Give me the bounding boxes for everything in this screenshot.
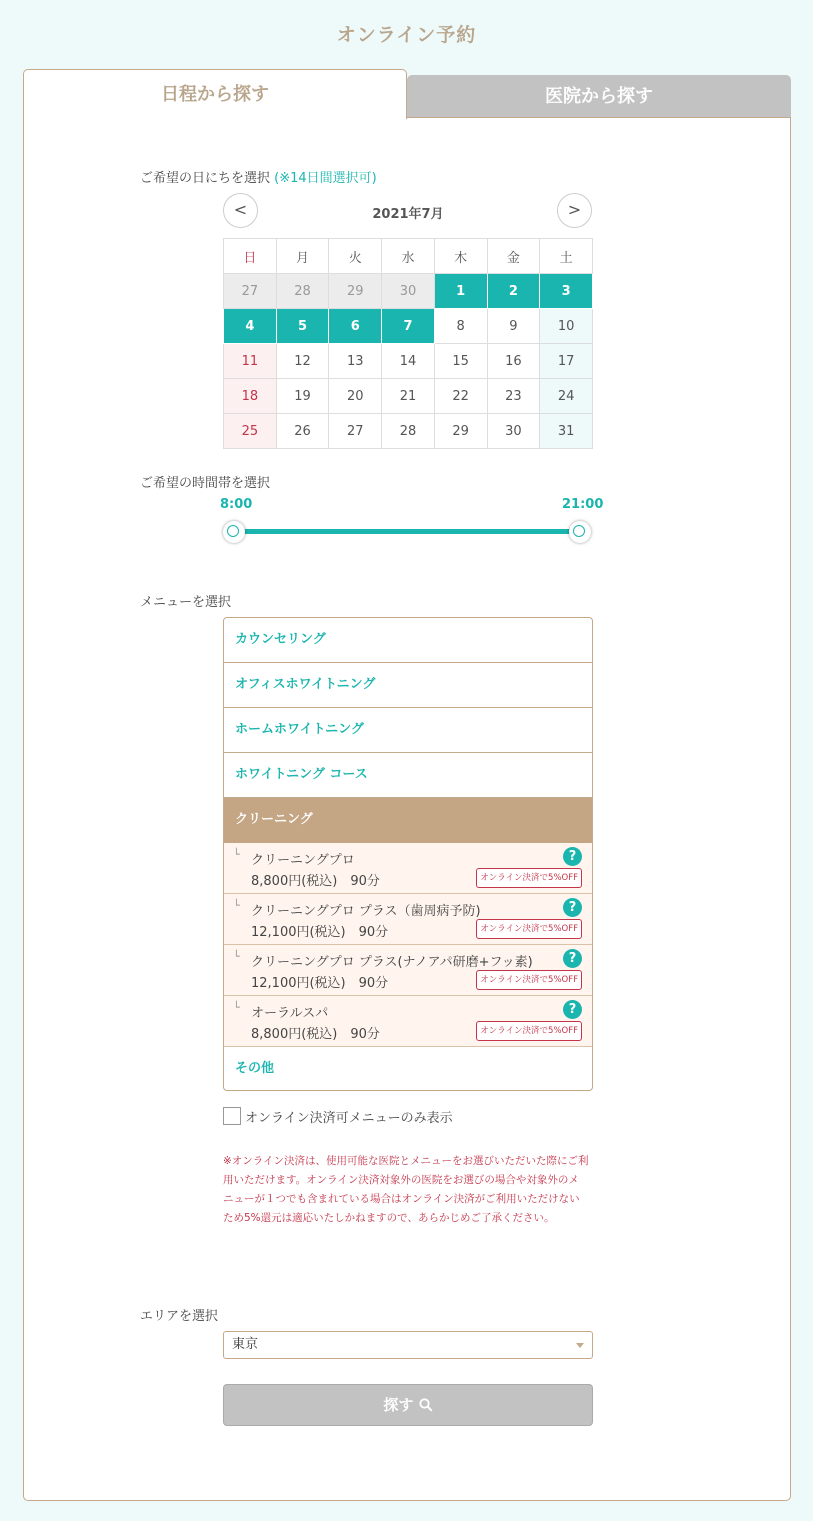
- calendar-day-disabled: 28: [276, 274, 329, 309]
- time-start-label: 8:00: [220, 497, 253, 512]
- chevron-down-icon: [576, 1343, 584, 1348]
- area-select-value: 東京: [232, 1337, 259, 1352]
- calendar-week: [224, 344, 593, 379]
- corner-icon: └: [233, 899, 240, 912]
- calendar-day[interactable]: 8: [434, 309, 487, 344]
- weekday-tue: 火: [329, 239, 382, 274]
- area-select[interactable]: [223, 1331, 593, 1359]
- discount-badge: オンライン決済で5%OFF: [476, 868, 582, 888]
- menu-subitem-price: 12,100円(税込) 90分: [251, 925, 389, 940]
- tab-by-clinic[interactable]: 医院から探す: [407, 75, 791, 118]
- calendar-day[interactable]: 16: [487, 344, 540, 379]
- corner-icon: └: [233, 1001, 240, 1014]
- weekday-mon: 月: [276, 239, 329, 274]
- calendar-day-disabled: 29: [329, 274, 382, 309]
- calendar-day-selected[interactable]: 1: [434, 274, 487, 309]
- chevron-right-icon: >: [567, 200, 582, 219]
- menu-subitem-name: クリーニングプロ プラス(ナノアパ研磨+フッ素): [251, 955, 533, 970]
- prev-month-button[interactable]: [223, 193, 258, 228]
- discount-badge: オンライン決済で5%OFF: [476, 919, 582, 939]
- weekday-fri: 金: [487, 239, 540, 274]
- next-month-button[interactable]: [557, 193, 592, 228]
- online-only-label[interactable]: オンライン決済可メニューのみ表示: [245, 1111, 453, 1126]
- calendar-day[interactable]: 31: [540, 414, 593, 449]
- date-label-text: ご希望の日にちを選択: [140, 171, 271, 186]
- menu-subitem[interactable]: [224, 843, 592, 894]
- date-section-label: [140, 167, 377, 186]
- help-icon[interactable]: ?: [563, 898, 582, 917]
- calendar-day[interactable]: 21: [382, 379, 435, 414]
- calendar-day[interactable]: 13: [329, 344, 382, 379]
- discount-badge: オンライン決済で5%OFF: [476, 970, 582, 990]
- calendar-day-selected[interactable]: 5: [276, 309, 329, 344]
- menu-item-other[interactable]: その他: [235, 1061, 275, 1076]
- time-end-label: 21:00: [562, 497, 604, 512]
- calendar-day[interactable]: 10: [540, 309, 593, 344]
- calendar-day[interactable]: 30: [487, 414, 540, 449]
- page-title: オンライン予約: [336, 24, 477, 46]
- calendar-day[interactable]: 26: [276, 414, 329, 449]
- menu-item-whitening-course[interactable]: ホワイトニング コース: [224, 753, 592, 798]
- menu-list: [223, 617, 593, 1091]
- discount-badge: オンライン決済で5%OFF: [476, 1021, 582, 1041]
- menu-subitem[interactable]: [224, 996, 592, 1047]
- calendar-day-selected[interactable]: 6: [329, 309, 382, 344]
- calendar-day-disabled: 27: [224, 274, 277, 309]
- weekday-sat: 土: [540, 239, 593, 274]
- calendar-day[interactable]: 29: [434, 414, 487, 449]
- calendar-day[interactable]: 20: [329, 379, 382, 414]
- corner-icon: └: [233, 950, 240, 963]
- calendar-day[interactable]: 18: [224, 379, 277, 414]
- help-icon[interactable]: ?: [563, 949, 582, 968]
- menu-item-counseling[interactable]: カウンセリング: [224, 618, 592, 663]
- weekday-sun: 日: [224, 239, 277, 274]
- online-payment-notice: ※オンライン決済は、使用可能な医院とメニューをお選びいただいた際にご利用いただけます。オンライン決済対象外の医院をお選びの場合や対象外のメニューが１つでも含まれている場合はオンライン決済がご利用いただけないため5%還元は適応いたしかねますので、あらかじめご了承ください。: [223, 1155, 589, 1224]
- calendar-day[interactable]: 11: [224, 344, 277, 379]
- calendar-week: [224, 414, 593, 449]
- help-icon[interactable]: ?: [563, 1000, 582, 1019]
- calendar-day[interactable]: 14: [382, 344, 435, 379]
- help-icon[interactable]: ?: [563, 847, 582, 866]
- calendar-week: [224, 309, 593, 344]
- menu-subitem-name: クリーニングプロ プラス（歯周病予防): [251, 904, 481, 919]
- calendar-weekday-row: [224, 239, 593, 274]
- calendar-day[interactable]: 12: [276, 344, 329, 379]
- search-button[interactable]: [223, 1384, 593, 1426]
- calendar-day-selected[interactable]: 3: [540, 274, 593, 309]
- search-panel: [23, 117, 791, 1501]
- menu-subitem[interactable]: [224, 945, 592, 996]
- menu-section-label: メニューを選択: [140, 595, 232, 610]
- corner-icon: └: [233, 848, 240, 861]
- menu-item-office-whitening[interactable]: オフィスホワイトニング: [224, 663, 592, 708]
- menu-item-home-whitening[interactable]: ホームホワイトニング: [224, 708, 592, 753]
- time-section-label: ご希望の時間帯を選択: [140, 476, 271, 491]
- calendar-day[interactable]: 19: [276, 379, 329, 414]
- menu-subitem[interactable]: [224, 894, 592, 945]
- calendar-day[interactable]: 27: [329, 414, 382, 449]
- search-icon: [419, 1398, 433, 1412]
- calendar-day-selected[interactable]: 4: [224, 309, 277, 344]
- calendar-week: [224, 379, 593, 414]
- weekday-thu: 木: [434, 239, 487, 274]
- menu-subitem-price: 8,800円(税込) 90分: [251, 874, 380, 889]
- tab-by-date[interactable]: 日程から探す: [23, 69, 407, 119]
- search-button-label: 探す: [383, 1396, 414, 1414]
- date-limit-note: (※14日間選択可): [274, 171, 377, 186]
- chevron-left-icon: <: [233, 200, 248, 219]
- area-section-label: エリアを選択: [140, 1309, 219, 1324]
- calendar-grid: [223, 238, 593, 449]
- calendar-day[interactable]: 17: [540, 344, 593, 379]
- calendar-day-disabled: 30: [382, 274, 435, 309]
- time-slider-track: [234, 529, 580, 534]
- time-slider-start-handle[interactable]: [223, 521, 245, 543]
- online-only-checkbox[interactable]: [223, 1107, 241, 1125]
- calendar-month: 2021年7月: [372, 207, 444, 222]
- calendar-day-selected[interactable]: 2: [487, 274, 540, 309]
- calendar-day[interactable]: 28: [382, 414, 435, 449]
- calendar-day[interactable]: 25: [224, 414, 277, 449]
- menu-subitem-price: 8,800円(税込) 90分: [251, 1027, 380, 1042]
- weekday-wed: 水: [382, 239, 435, 274]
- calendar-day[interactable]: 23: [487, 379, 540, 414]
- time-slider-end-handle[interactable]: [569, 521, 591, 543]
- menu-subitem-price: 12,100円(税込) 90分: [251, 976, 389, 991]
- calendar-day[interactable]: 15: [434, 344, 487, 379]
- calendar-day[interactable]: 24: [540, 379, 593, 414]
- menu-subitem-name: クリーニングプロ: [251, 853, 355, 868]
- calendar-day[interactable]: 9: [487, 309, 540, 344]
- calendar-day[interactable]: 22: [434, 379, 487, 414]
- menu-subitem-name: オーラルスパ: [251, 1006, 329, 1021]
- calendar-day-selected[interactable]: 7: [382, 309, 435, 344]
- menu-category-cleaning[interactable]: クリーニング: [224, 798, 592, 843]
- calendar-week: [224, 274, 593, 309]
